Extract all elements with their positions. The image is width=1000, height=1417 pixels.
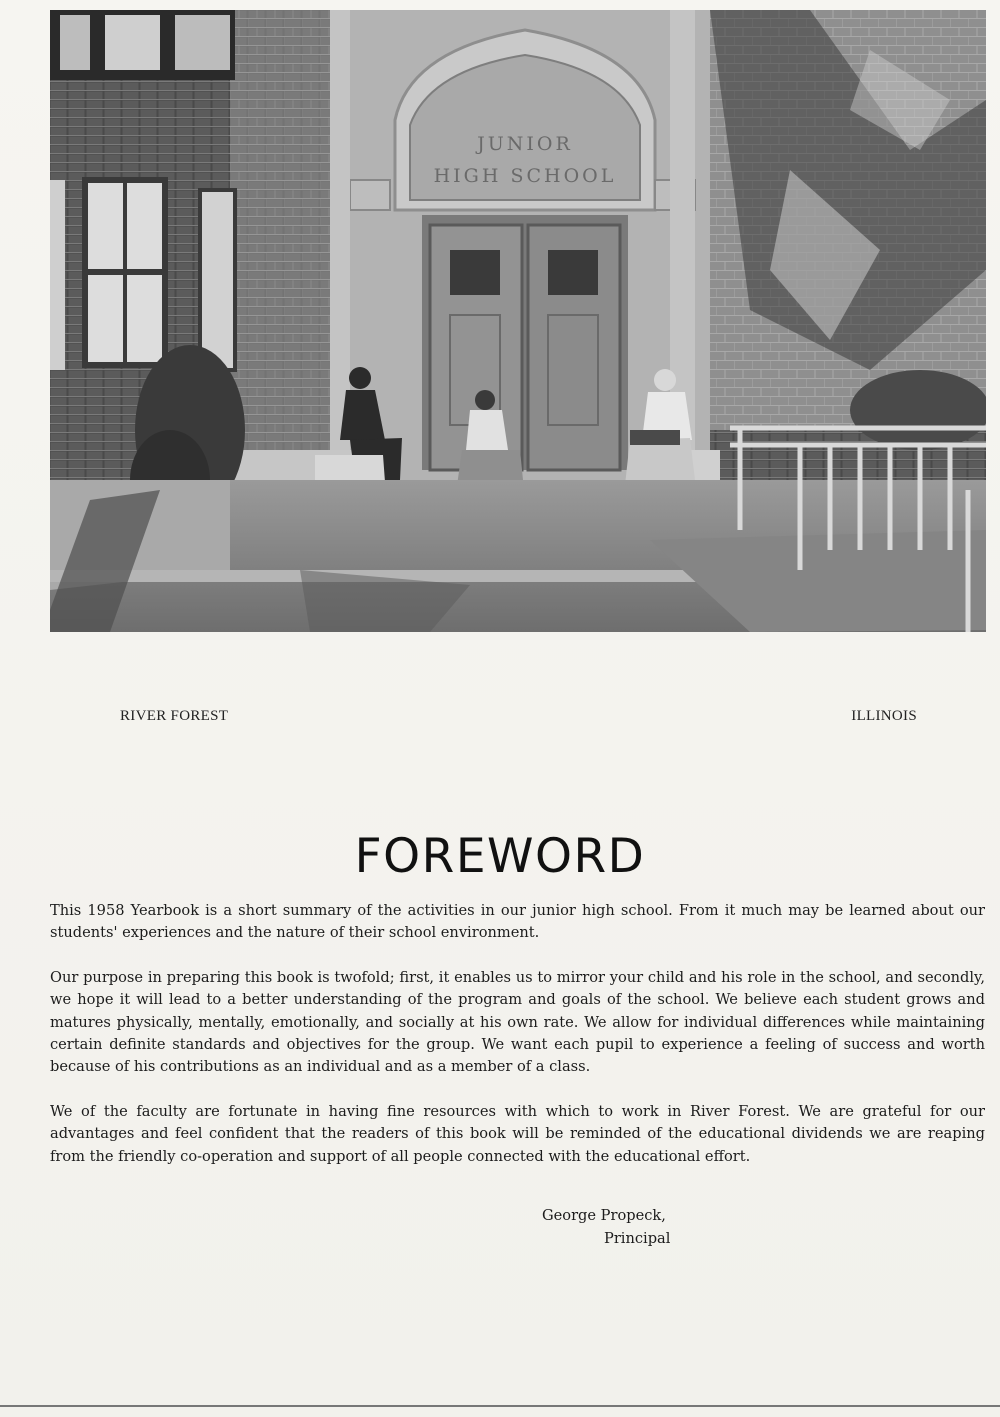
signature-block — [542, 1204, 670, 1250]
paragraph: We of the faculty are fortunate in having fine resources with which to work in River Forest. We are grateful for our advantages and feel confident that the readers of this book will be reminded of the educational dividends we are reaping from the friendly co-operation and support of all people connected with the educational effort. — [50, 1102, 985, 1165]
school-entrance-photo — [50, 10, 986, 632]
city-label: RIVER FOREST — [120, 708, 229, 724]
signature-title: Principal — [604, 1230, 671, 1247]
page-title: FOREWORD — [354, 829, 646, 885]
page-edge-divider — [0, 1405, 1000, 1407]
photograph-school-entrance — [50, 10, 986, 632]
foreword-body — [50, 900, 985, 1190]
engraving-line1: JUNIOR — [477, 133, 573, 155]
engraving-line2: HIGH SCHOOL — [433, 165, 617, 187]
paragraph: Our purpose in preparing this book is twofold; first, it enables us to mirror your child and his role in the school, and secondly, we hope it will lead to a better understanding of the program and goals of the school. We believe each student grows and matures physically, mentally, emotionally, and socially at his own rate. We allow for individual differences while maintaining certain definite standards and objectives for the group. We want each pupil to experience a feeling of success and worth because of his contributions as an individual and as a member of a class. — [50, 968, 985, 1076]
paragraph: This 1958 Yearbook is a short summary of the activities in our junior high school. From it much may be learned about our students' experiences and the nature of their school environment. — [50, 902, 985, 942]
state-label: ILLINOIS — [851, 708, 917, 724]
signature-name: George Propeck, — [542, 1207, 666, 1224]
